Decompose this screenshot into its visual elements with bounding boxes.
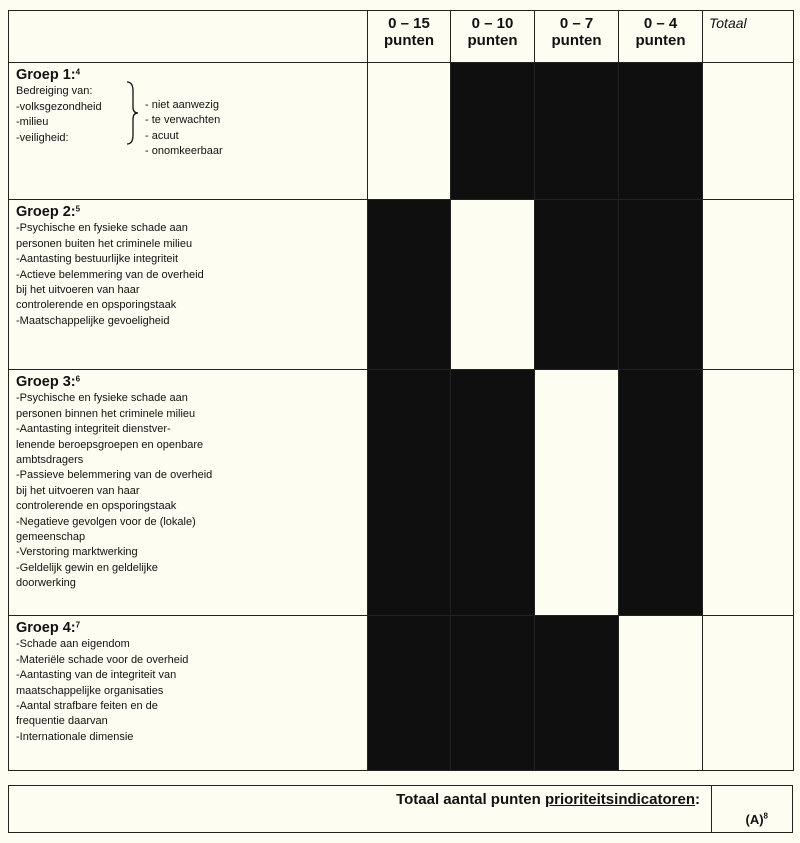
group-row-4 (9, 616, 794, 771)
list-item: -volksgezondheid (16, 100, 102, 113)
group-title: Groep 4: (16, 620, 76, 636)
list-item: -Verstoring marktwerking (16, 546, 138, 559)
header-empty-cell (9, 11, 368, 63)
list-item: -Negatieve gevolgen voor de (lokale) (16, 515, 196, 528)
total-label-underlined: prioriteitsindicatoren (544, 791, 695, 808)
list-item: -Aantasting integriteit dienstver- (16, 423, 171, 436)
group-description-cell (9, 616, 368, 771)
answer-label: (A) (745, 812, 764, 827)
header-range: 0 – 10 (471, 15, 514, 32)
score-cell-blocked (619, 63, 703, 200)
header-unit: punten (467, 32, 518, 49)
priority-table (8, 10, 794, 771)
score-cell-open[interactable] (619, 616, 703, 771)
threat-level: - niet aanwezig (145, 99, 219, 111)
group-description-cell (9, 370, 368, 616)
score-cell-blocked (619, 200, 703, 370)
threat-level: - acuut (145, 129, 179, 142)
score-cell-blocked (619, 370, 703, 616)
score-cell-blocked (451, 616, 535, 771)
total-cell[interactable] (703, 370, 794, 616)
score-cell-blocked (368, 616, 451, 771)
total-label-colon: : (695, 791, 700, 808)
score-cell-open[interactable] (368, 63, 451, 200)
group-row-3 (9, 370, 794, 616)
score-cell-blocked (451, 370, 535, 616)
total-summary-label (396, 791, 700, 808)
total-cell[interactable] (703, 616, 794, 771)
footnote-ref: 8 (763, 811, 768, 821)
list-item: frequentie daarvan (16, 715, 108, 728)
header-range: 0 – 15 (388, 15, 430, 32)
list-item: -Aantasting bestuurlijke integriteit (16, 253, 179, 266)
curly-brace-icon (125, 81, 139, 145)
list-item: bij het uitvoeren van haar (16, 484, 140, 497)
list-item: -Aantasting van de integriteit van (16, 669, 177, 682)
list-item: personen buiten het criminele milieu (16, 237, 193, 250)
header-col-4 (619, 11, 703, 63)
footnote-ref: 4 (75, 67, 81, 77)
header-row (9, 11, 794, 63)
list-item: -Materiële schade voor de overheid (16, 653, 189, 666)
list-item: -Psychische en fysieke schade aan (16, 392, 188, 405)
footnote-ref: 7 (75, 620, 81, 630)
summary-divider (711, 786, 712, 832)
header-unit: punten (635, 32, 686, 49)
list-item: controlerende en opsporingstaak (16, 299, 177, 312)
group-description-cell (9, 200, 368, 370)
list-item: -Internationale dimensie (16, 730, 134, 743)
list-item: lenende beroepsgroepen en openbare (16, 438, 204, 451)
total-summary-row (8, 785, 793, 833)
header-totaal: Totaal (703, 11, 794, 63)
total-label-text: Totaal aantal punten (396, 791, 545, 808)
threat-levels (145, 98, 223, 160)
list-item: -Passieve belemmering van de overheid (16, 469, 213, 482)
list-item: gemeenschap (16, 531, 86, 544)
header-col-15 (368, 11, 451, 63)
threat-level: - onomkeerbaar (145, 145, 223, 158)
score-cell-open[interactable] (451, 200, 535, 370)
score-cell-blocked (535, 200, 619, 370)
group-row-1 (9, 63, 794, 200)
score-cell-blocked (368, 370, 451, 616)
header-range: 0 – 7 (559, 15, 594, 32)
list-item: doorwerking (16, 577, 76, 590)
list-item: -Geldelijk gewin en geldelijke (16, 561, 158, 574)
list-item: -Actieve belemmering van de overheid (16, 268, 204, 281)
score-cell-blocked (368, 200, 451, 370)
group-description-cell (9, 63, 368, 200)
score-cell-blocked (451, 63, 535, 200)
list-item: maatschappelijke organisaties (16, 684, 164, 697)
group-title: Groep 2: (16, 204, 76, 220)
list-item: -Schade aan eigendom (16, 638, 130, 651)
list-item: -Maatschappelijke gevoeligheid (16, 314, 170, 327)
total-cell[interactable] (703, 200, 794, 370)
group-row-2 (9, 200, 794, 370)
list-item: -veiligheid: (16, 131, 69, 144)
list-item: -Psychische en fysieke schade aan (16, 222, 188, 235)
list-item: controlerende en opsporingstaak (16, 500, 177, 513)
header-col-7 (535, 11, 619, 63)
score-cell-open[interactable] (535, 370, 619, 616)
threat-level: - te verwachten (145, 114, 221, 127)
list-item: ambtsdragers (16, 454, 84, 467)
list-item: personen binnen het criminele milieu (16, 407, 196, 420)
footnote-ref: 5 (75, 204, 81, 214)
group-title: Groep 3: (16, 374, 76, 390)
list-item: bij het uitvoeren van haar (16, 284, 140, 297)
header-range: 0 – 4 (643, 15, 678, 32)
header-col-10 (451, 11, 535, 63)
group-intro: Bedreiging van: (16, 85, 93, 98)
header-unit: punten (551, 32, 602, 49)
group-title: Groep 1: (16, 67, 76, 83)
list-item: -milieu (16, 116, 49, 129)
header-unit: punten (384, 32, 434, 49)
total-cell[interactable] (703, 63, 794, 200)
score-cell-blocked (535, 616, 619, 771)
answer-field-a[interactable] (746, 812, 769, 827)
score-cell-blocked (535, 63, 619, 200)
list-item: -Aantal strafbare feiten en de (16, 700, 158, 713)
footnote-ref: 6 (75, 374, 81, 384)
